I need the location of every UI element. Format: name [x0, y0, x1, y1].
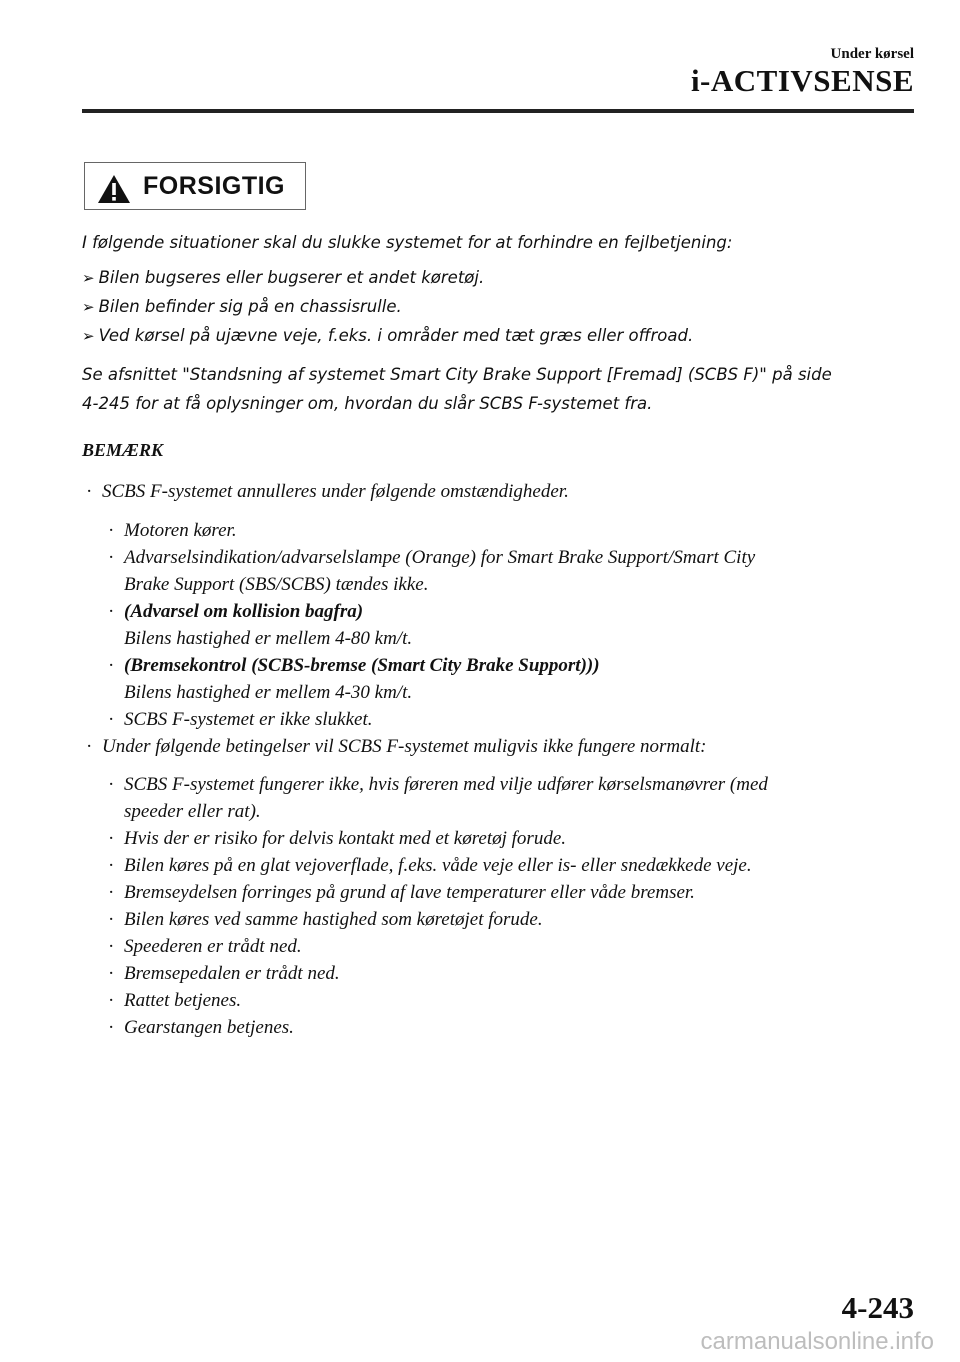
list-item [108, 598, 898, 652]
caution-item-text: Bilen bugseres eller bugserer et andet køretøj. [98, 268, 485, 287]
dot-bullet-icon: · [108, 655, 115, 676]
dot-bullet-icon: · [108, 828, 115, 849]
arrow-bullet-icon: ➢ [82, 298, 95, 316]
note-section-title-text: Under følgende betingelser vil SCBS F-systemet muligvis ikke fungere normalt: [102, 736, 707, 757]
list-item-text-continued: Bilens hastighed er mellem 4-30 km/t. [124, 682, 413, 703]
list-item-text: Motoren kører. [124, 520, 237, 541]
caution-item [82, 263, 902, 293]
list-item [108, 906, 898, 933]
list-item [108, 1014, 898, 1041]
header-divider [82, 109, 914, 113]
arrow-bullet-icon: ➢ [82, 327, 95, 345]
list-item [108, 825, 898, 852]
list-item [108, 517, 898, 544]
watermark: carmanualsonline.info [700, 1328, 934, 1355]
caution-item [82, 321, 902, 351]
warning-triangle-icon [97, 174, 131, 204]
dot-bullet-icon: · [108, 1017, 115, 1038]
list-item-text: SCBS F-systemet er ikke slukket. [124, 709, 373, 730]
list-item-text: Hvis der er risiko for delvis kontakt med et køretøj forude. [124, 828, 567, 849]
list-item-text: Bremseydelsen forringes på grund af lave temperaturer eller våde bremser. [124, 882, 695, 903]
list-item-text: Gearstangen betjenes. [124, 1017, 294, 1038]
list-item [108, 652, 898, 706]
dot-bullet-icon: · [108, 936, 115, 957]
dot-bullet-icon: · [108, 855, 115, 876]
list-item-text-continued: Brake Support (SBS/SCBS) tændes ikke. [124, 574, 429, 595]
dot-bullet-icon: · [86, 481, 93, 502]
caution-item-text: Ved kørsel på ujævne veje, f.eks. i områder med tæt græs eller offroad. [98, 326, 694, 345]
list-item-text: Bremsepedalen er trådt ned. [124, 963, 340, 984]
caution-reference-line: 4-245 for at få oplysninger om, hvordan du slår SCBS F-systemet fra. [82, 394, 653, 413]
dot-bullet-icon: · [86, 736, 93, 757]
list-item [108, 933, 898, 960]
dot-bullet-icon: · [108, 963, 115, 984]
list-item [108, 544, 898, 598]
note-section-title [86, 478, 906, 505]
dot-bullet-icon: · [108, 709, 115, 730]
caution-item [82, 292, 902, 322]
list-item-text: SCBS F-systemet fungerer ikke, hvis føreren med vilje udfører kørselsmanøvrer (med [124, 774, 768, 795]
caution-label-box [84, 162, 306, 210]
list-item-heading: (Advarsel om kollision bagfra) [124, 601, 364, 622]
dot-bullet-icon: · [108, 909, 115, 930]
list-item [108, 852, 898, 879]
dot-bullet-icon: · [108, 601, 115, 622]
list-item [108, 771, 898, 825]
section-name: Under kørsel [830, 46, 914, 62]
note-section-title [86, 733, 906, 760]
list-item-text: Bilen køres på en glat vejoverflade, f.eks. våde veje eller is- eller snedækkede veje. [124, 855, 752, 876]
dot-bullet-icon: · [108, 990, 115, 1011]
note-heading: BEMÆRK [82, 440, 164, 460]
arrow-bullet-icon: ➢ [82, 269, 95, 287]
page-number: 4-243 [841, 1290, 914, 1325]
list-item-text: Speederen er trådt ned. [124, 936, 302, 957]
caution-label: FORSIGTIG [143, 172, 285, 200]
caution-item-text: Bilen befinder sig på en chassisrulle. [98, 297, 402, 316]
caution-intro: I følgende situationer skal du slukke systemet for at forhindre en fejlbetjening: [82, 233, 733, 252]
list-item-text: Advarselsindikation/advarselslampe (Orange) for Smart Brake Support/Smart City [124, 547, 756, 568]
list-item-text-continued: Bilens hastighed er mellem 4-80 km/t. [124, 628, 413, 649]
list-item [108, 960, 898, 987]
dot-bullet-icon: · [108, 774, 115, 795]
list-item [108, 987, 898, 1014]
note-section-title-text: SCBS F-systemet annulleres under følgende omstændigheder. [102, 481, 569, 502]
list-item [108, 879, 898, 906]
list-item [108, 706, 898, 733]
list-item-text: Bilen køres ved samme hastighed som køretøjet forude. [124, 909, 543, 930]
dot-bullet-icon: · [108, 547, 115, 568]
chapter-title: i-ACTIVSENSE [690, 63, 914, 98]
list-item-text: Rattet betjenes. [124, 990, 242, 1011]
dot-bullet-icon: · [108, 520, 115, 541]
list-item-text-continued: speeder eller rat). [124, 801, 261, 822]
dot-bullet-icon: · [108, 882, 115, 903]
caution-reference-line: Se afsnittet "Standsning af systemet Smart City Brake Support [Fremad] (SCBS F)" på side [82, 365, 832, 384]
list-item-heading: (Bremsekontrol (SCBS-bremse (Smart City Brake Support))) [124, 655, 600, 676]
